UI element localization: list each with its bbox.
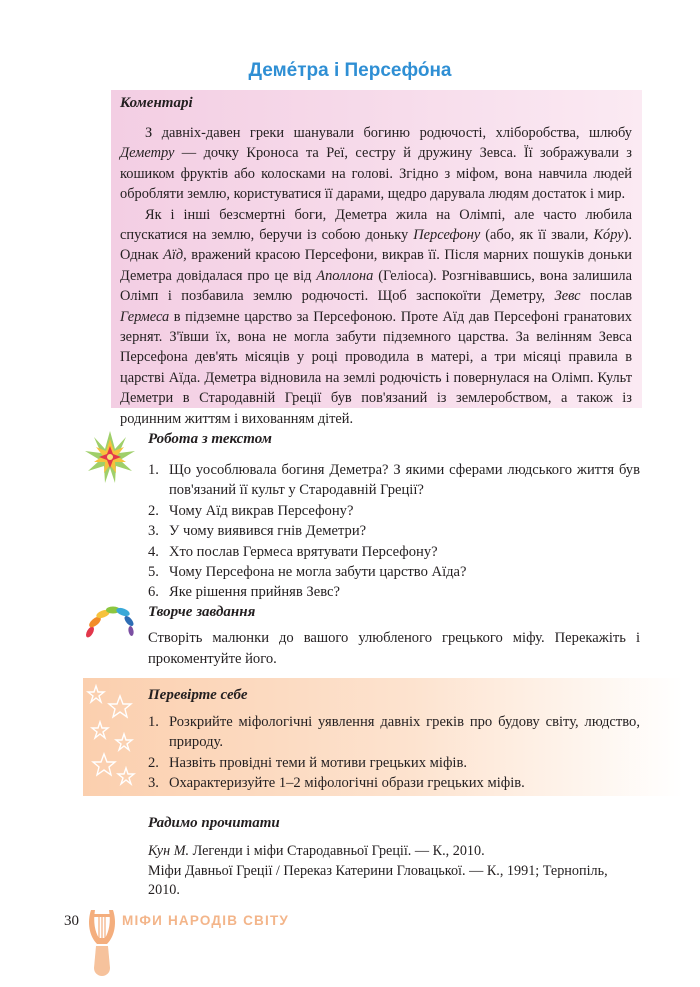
- comments-heading: Коментарі: [120, 95, 193, 111]
- self-check-heading: Перевірте себе: [148, 687, 248, 703]
- list-item: 1. Розкрийте міфологічні уявлення давніх греків про будову світу, людство, природу.: [148, 714, 640, 751]
- comments-box: [111, 90, 642, 427]
- text-work-list: [148, 460, 640, 603]
- list-item: 2. Чому Аїд викрав Персефону?: [148, 502, 354, 519]
- reading-entry: Міфи Давньої Греції / Переказ Катерини Гловацької. — К., 1991; Тернопіль, 2010.: [148, 862, 608, 899]
- page-title: Деме́тра і Персефо́на: [248, 60, 452, 81]
- list-item: 4. Хто послав Гермеса врятувати Персефону?: [148, 543, 438, 560]
- comments-paragraph-2: Як і інші безсмертні боги, Деметра жила на Олімпі, але часто любила спускатися на землю, беручи із собою доньку Персефону (або, як її звали, Кóру). Однак Аїд, вражений красою Персефони, викрав її. Після марних пошуків доньки Деметра довідалася про це від Аполлона (Геліоса). Розгнівавшись, вона залишила Олімп і позбавила землю родючості. Щоб заспокоїти Деметру, Зевс послав Гермеса в підземне царство за Персефоною. Проте Аїд дав Персефоні гранатових зернят. З'ївши їх, вона не могла забути підземного царства. За велінням Зевса Персефона дев'ять місяців у році проводила в матері, а три місяці правила в царстві Аїда. Деметра відновила на землі родючість і повернулася на Олімп. Культ Деметри в Стародавній Греції був пов'язаний із землеробством, а також із родинним життям і вихованням дітей.: [120, 206, 633, 427]
- list-item: 6. Яке рішення прийняв Зевс?: [148, 584, 340, 601]
- list-item: 3. Охарактеризуйте 1–2 міфологічні образи грецьких міфів.: [148, 775, 525, 792]
- comments-text: [120, 123, 632, 429]
- star-flower-icon: [84, 430, 136, 484]
- list-item: 1. Що уособлювала богиня Деметра? З якими сферами людського життя був пов'язаний її культ у Стародавній Греції?: [148, 462, 640, 499]
- stars-decoration-icon: [86, 682, 138, 792]
- list-item: 2. Назвіть провідні теми й мотиви грецьких міфів.: [148, 754, 467, 771]
- reading-list: [148, 842, 640, 901]
- page-number: 30: [64, 913, 79, 929]
- color-petals-icon: [82, 602, 136, 642]
- list-item: 5. Чому Персефона не могла забути царство Аїда?: [148, 564, 467, 581]
- text-work-heading: Робота з текстом: [148, 431, 272, 447]
- creative-heading: Творче завдання: [148, 604, 256, 620]
- lyre-icon: [85, 906, 119, 978]
- comments-paragraph-1: З давніх-давен греки шанували богиню родючості, хліборобства, шлюбу Деметру — дочку Кроноса та Реї, сестру й дружину Зевса. Її зображували з кошиком фруктів або колосками на голові. Згідно з міфом, вона навчила людей обробляти землю, користуватися її дарами, щедро дарувала людям достаток і мир.: [120, 125, 632, 203]
- reading-heading: Радимо прочитати: [148, 815, 280, 831]
- reading-entry: Кун М. Легенди і міфи Стародавньої Греції. — К., 2010.: [148, 843, 485, 859]
- self-check-list: [148, 712, 640, 794]
- list-item: 3. У чому виявився гнів Деметри?: [148, 523, 367, 540]
- creative-text: Створіть малюнки до вашого улюбленого грецького міфу. Перекажіть і прокоментуйте його.: [148, 630, 640, 667]
- book-title: МІФИ НАРОДІВ СВІТУ: [122, 913, 289, 928]
